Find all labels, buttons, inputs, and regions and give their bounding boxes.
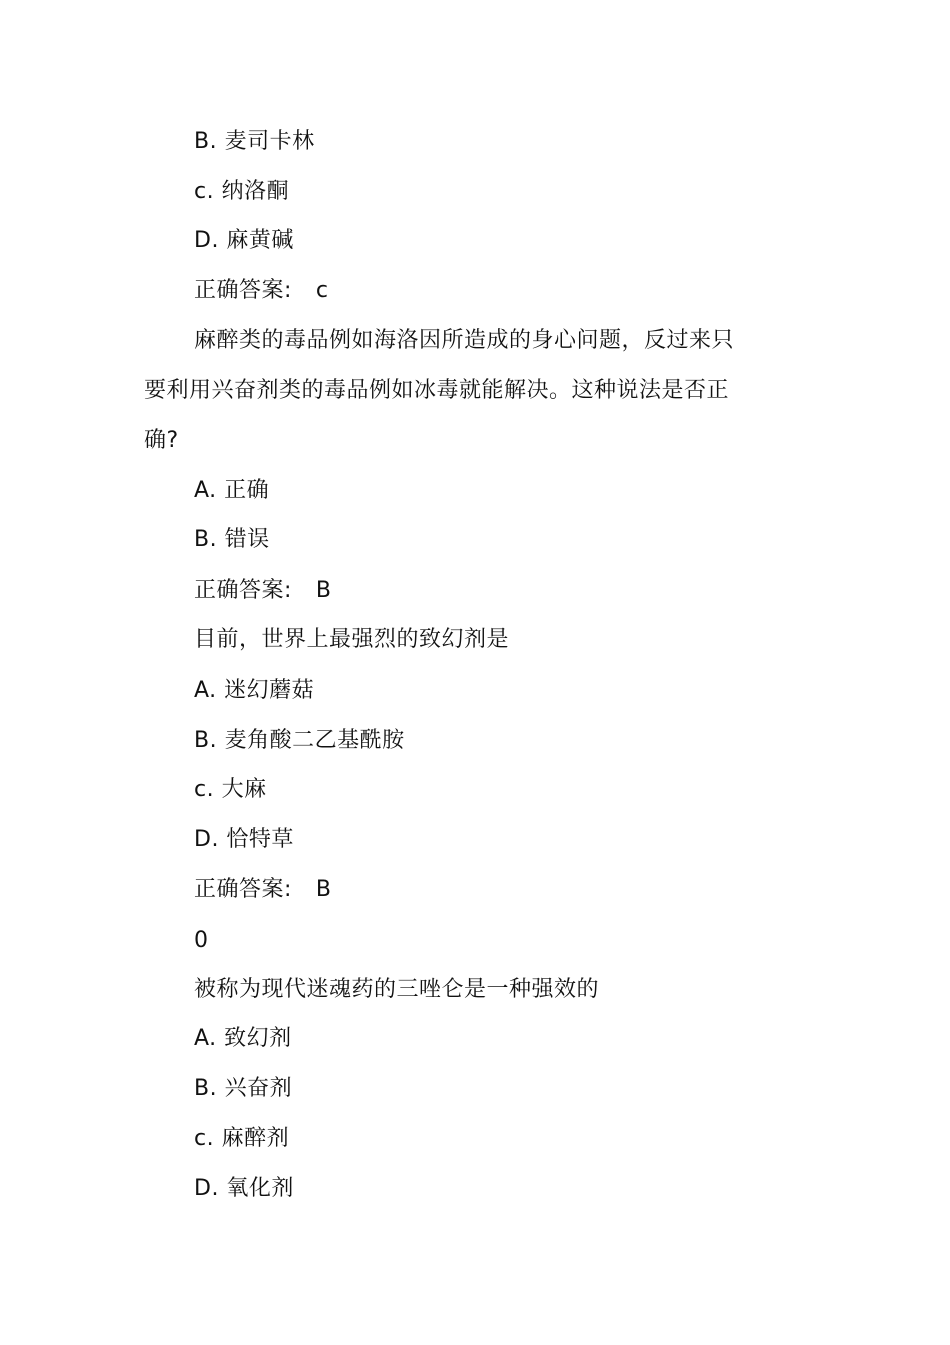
q1-answer-value: c <box>315 278 329 303</box>
q3-answer <box>194 875 332 905</box>
q3-question: 目前，世界上最强烈的致幻剂是 <box>194 627 510 652</box>
q3-answer-label: 正确答案: <box>194 877 292 902</box>
stray-zero: 0 <box>194 928 209 953</box>
q2-answer-value: B <box>315 578 332 603</box>
q1-option-d: D. 麻黄碱 <box>194 228 294 253</box>
q2-answer <box>194 576 332 606</box>
q3-option-a: A. 迷幻蘑菇 <box>194 678 315 703</box>
q4-question: 被称为现代迷魂药的三唑仑是一种强效的 <box>194 977 600 1002</box>
q3-answer-value: B <box>315 877 332 902</box>
q2-option-b: B. 错误 <box>194 527 270 552</box>
q2-question-line2: 要利用兴奋剂类的毒品例如冰毒就能解决。这种说法是否正 <box>144 378 730 403</box>
q4-option-d: D. 氧化剂 <box>194 1176 294 1201</box>
q1-option-b: B. 麦司卡林 <box>194 129 315 154</box>
q3-option-c: c. 大麻 <box>194 777 267 802</box>
q2-option-a: A. 正确 <box>194 478 270 503</box>
q4-option-b: B. 兴奋剂 <box>194 1076 293 1101</box>
q3-option-d: D. 恰特草 <box>194 827 294 852</box>
q4-option-c: c. 麻醉剂 <box>194 1126 290 1151</box>
q2-question-line1: 麻醉类的毒品例如海洛因所造成的身心问题，反过来只 <box>194 328 735 353</box>
q4-option-a: A. 致幻剂 <box>194 1026 292 1051</box>
q1-answer-label: 正确答案: <box>194 278 292 303</box>
q1-answer <box>194 276 329 306</box>
q2-question-line3: 确? <box>144 428 179 453</box>
q3-option-b: B. 麦角酸二乙基酰胺 <box>194 728 405 753</box>
q1-option-c: c. 纳洛酮 <box>194 179 290 204</box>
q2-answer-label: 正确答案: <box>194 578 292 603</box>
